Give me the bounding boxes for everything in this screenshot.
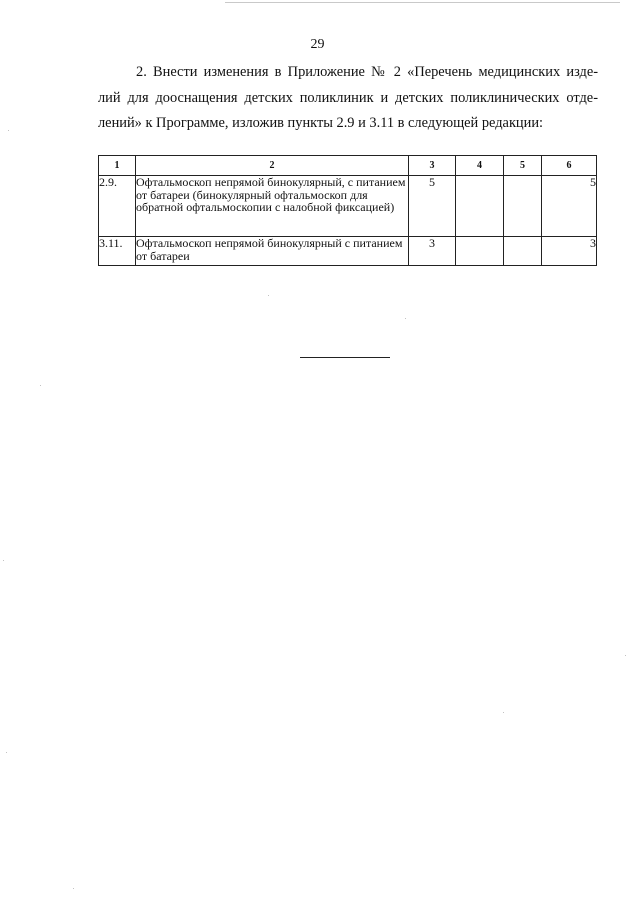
item-number: 3.11. [99,237,136,266]
item-quantity-col5 [504,176,542,237]
item-quantity-col3: 5 [409,176,456,237]
scan-speck [3,560,4,561]
table-header-row [99,156,597,176]
page-number: 29 [310,37,325,52]
scan-speck [8,130,9,131]
item-quantity-col6: 3 [542,237,597,266]
scan-top-edge-line [225,2,620,3]
scan-speck [625,655,626,656]
column-header-5: 5 [504,156,542,176]
paragraph-line-1: 2. Внести изменения в Приложение № 2 «Перечень медицинских изде- [136,64,598,80]
scan-speck [6,752,7,753]
column-header-1: 1 [99,156,136,176]
item-quantity-col3: 3 [409,237,456,266]
column-header-6: 6 [542,156,597,176]
amendment-paragraph [98,60,598,137]
item-quantity-col4 [456,237,504,266]
column-header-3: 3 [409,156,456,176]
item-quantity-col6: 5 [542,176,597,237]
item-quantity-col4 [456,176,504,237]
column-header-4: 4 [456,156,504,176]
item-quantity-col5 [504,237,542,266]
scan-speck [268,295,269,296]
scan-speck [503,712,504,713]
column-header-2: 2 [136,156,409,176]
amendments-table [98,155,597,266]
table-row [99,237,597,266]
scan-speck [405,318,406,319]
scan-speck [40,385,41,386]
item-name: Офтальмоскоп непрямой бинокулярный с питанием от батареи [136,237,409,266]
item-number: 2.9. [99,176,136,237]
item-name: Офтальмоскоп непрямой бинокулярный, с питанием от батареи (бинокулярный офтальмоскоп для обратной офтальмоскопии с налобной фиксацией) [136,176,409,237]
scan-speck [73,888,74,889]
paragraph-line-2: лий для дооснащения детских поликлиник и детских поликлинических отде- [98,89,598,106]
end-separator-line [300,357,390,358]
paragraph-line-3: лений» к Программе, изложив пункты 2.9 и 3.11 в следующей редакции: [98,115,544,131]
table-row [99,176,597,237]
